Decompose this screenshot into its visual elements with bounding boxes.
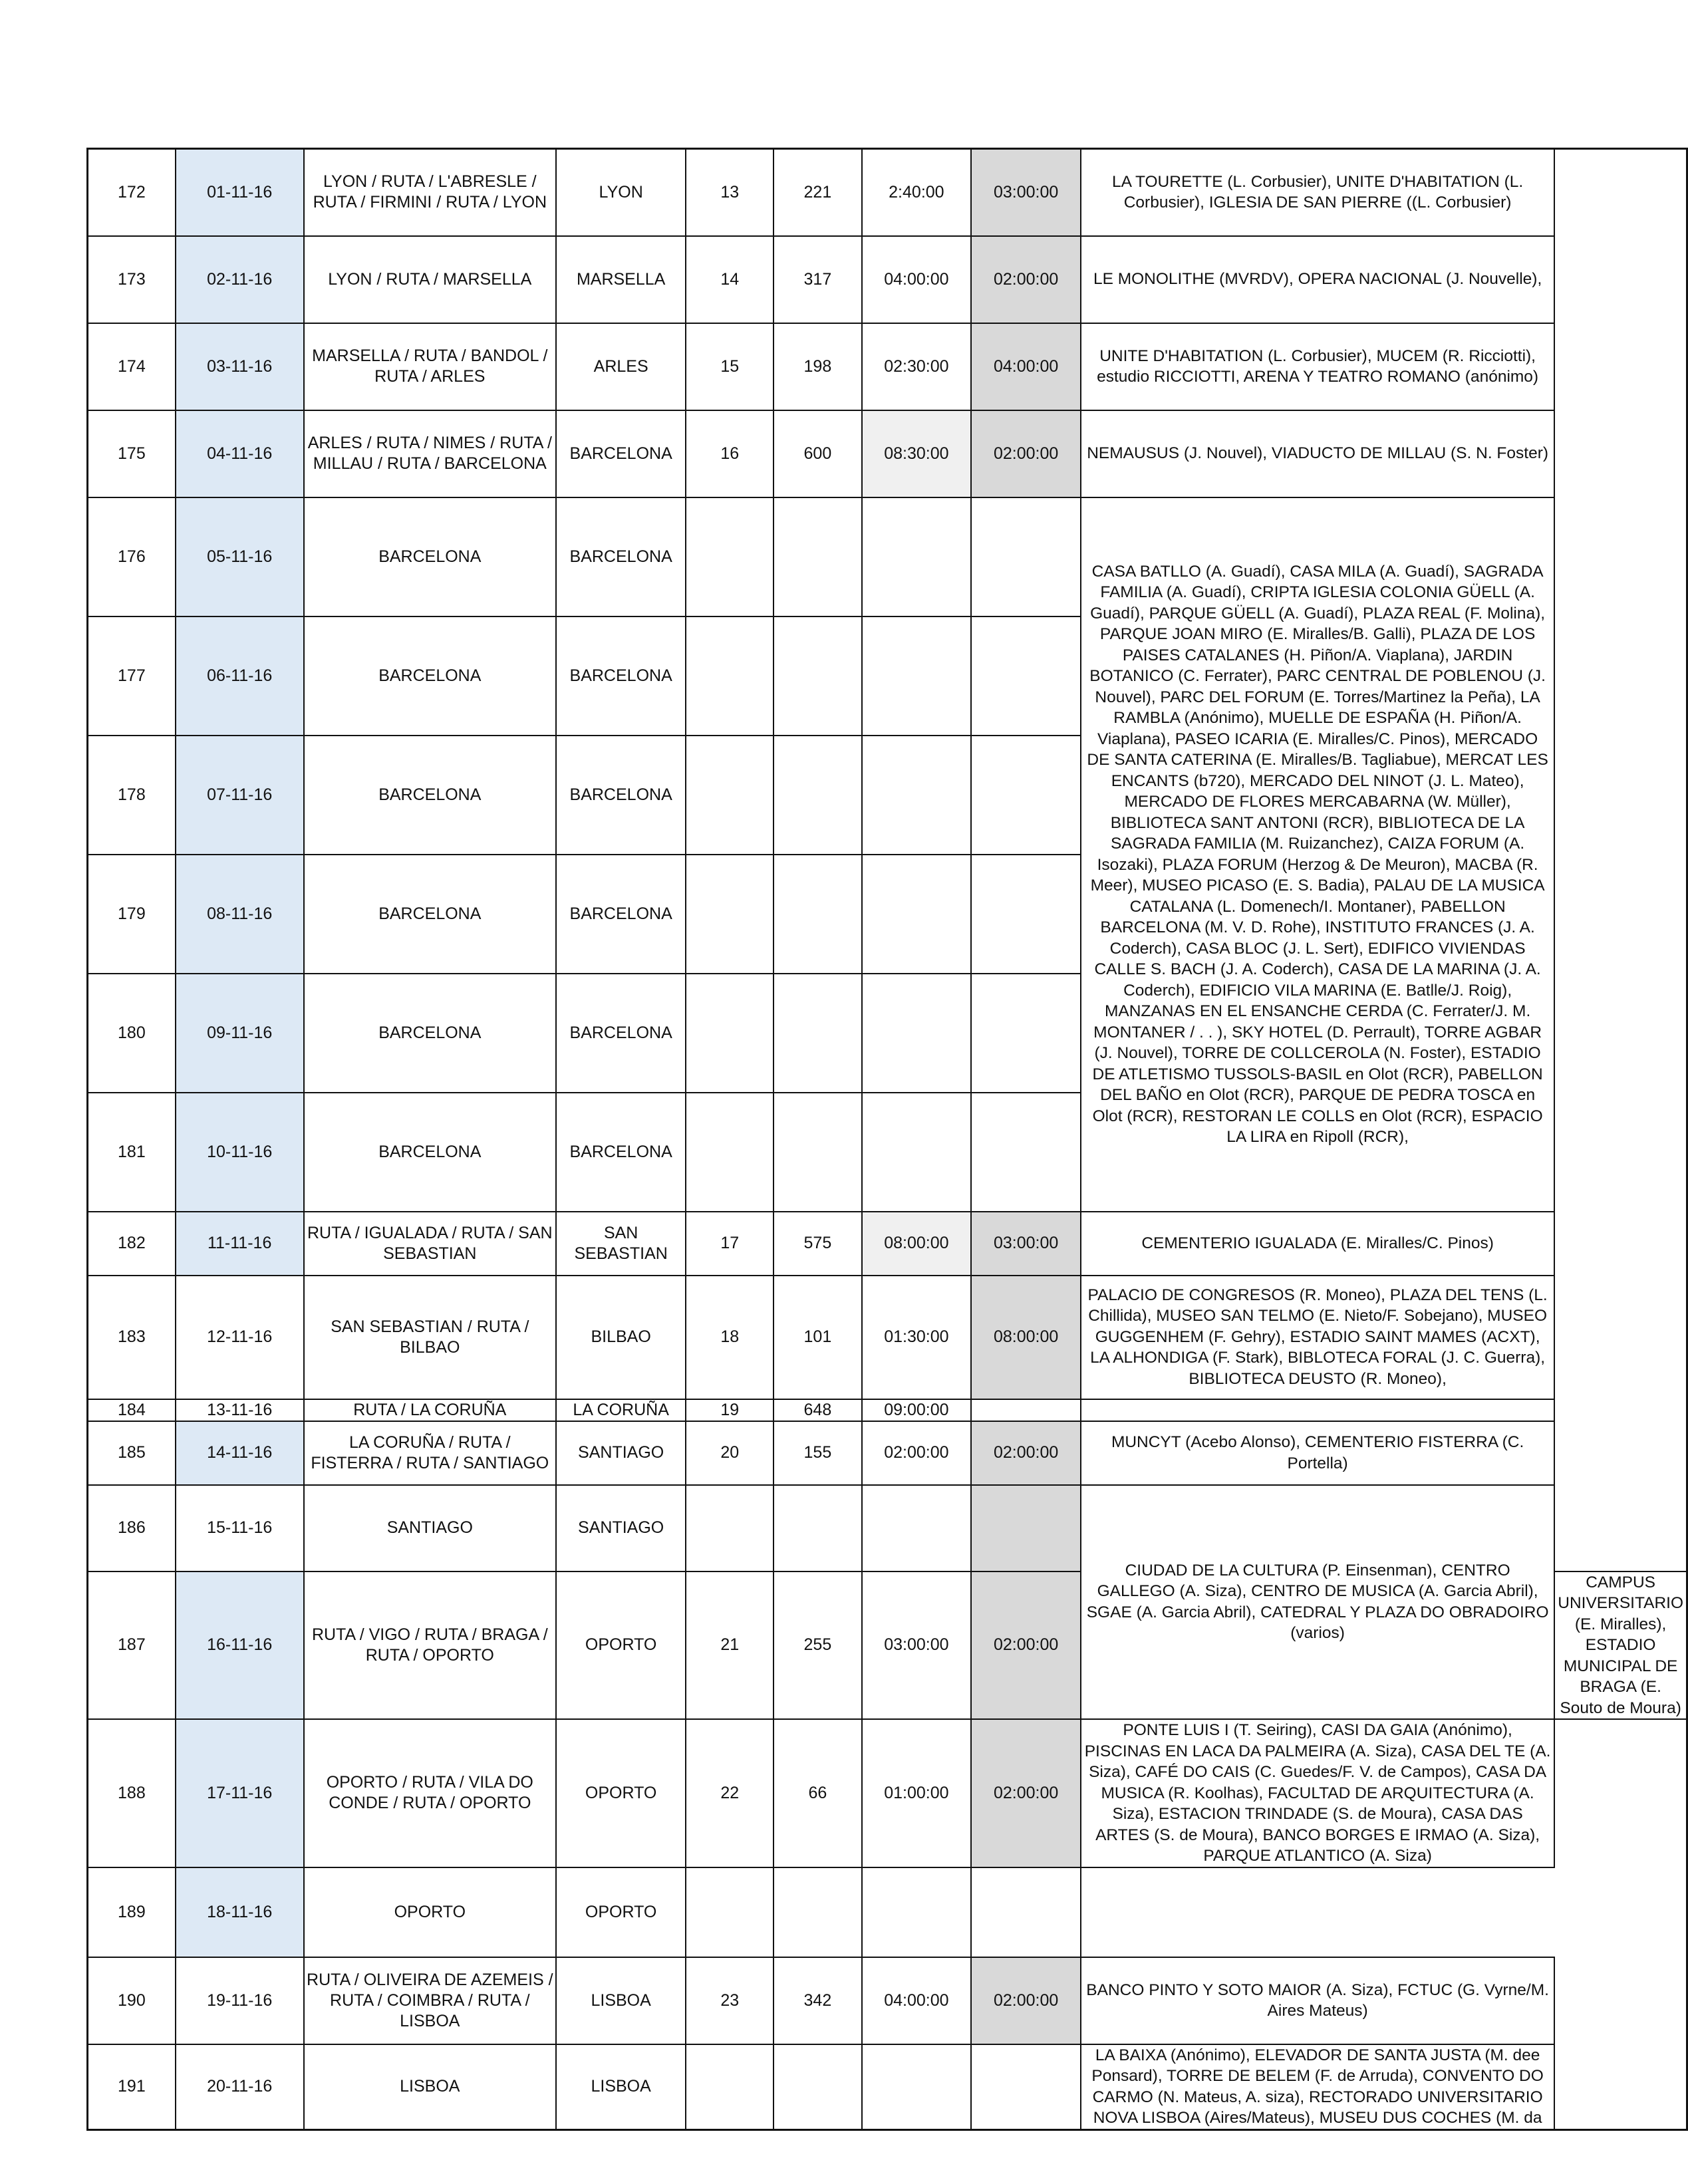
row-number: 184 (88, 1399, 176, 1421)
row-day-number: 14 (686, 236, 774, 323)
row-number: 180 (88, 974, 176, 1093)
row-km: 198 (774, 323, 861, 410)
table-row (88, 497, 1687, 616)
row-destination: BARCELONA (556, 1093, 686, 1212)
row-destination: MARSELLA (556, 236, 686, 323)
row-date: 05-11-16 (176, 497, 304, 616)
row-drive-time: 09:00:00 (862, 1399, 972, 1421)
table-row (88, 1421, 1687, 1485)
row-notes: LE MONOLITHE (MVRDV), OPERA NACIONAL (J. Nouvelle), (1081, 236, 1554, 323)
row-km (774, 736, 861, 855)
row-km (774, 497, 861, 616)
row-date: 09-11-16 (176, 974, 304, 1093)
row-notes: CIUDAD DE LA CULTURA (P. Einsenman), CENTRO GALLEGO (A. Siza), CENTRO DE MUSICA (A. Garcia Abril), SGAE (A. Garcia Abril), CATEDRAL Y PLAZA DO OBRADOIRO (varios) (1081, 1485, 1554, 1720)
row-km (774, 1867, 861, 1957)
row-destination: SANTIAGO (556, 1421, 686, 1485)
row-date: 10-11-16 (176, 1093, 304, 1212)
row-drive-time (862, 497, 972, 616)
row-drive-time: 2:40:00 (862, 149, 972, 236)
row-stay-time (971, 616, 1081, 736)
row-date: 16-11-16 (176, 1571, 304, 1720)
row-date: 12-11-16 (176, 1276, 304, 1399)
row-notes: CEMENTERIO IGUALADA (E. Miralles/C. Pinos) (1081, 1212, 1554, 1276)
row-stay-time (971, 855, 1081, 974)
row-drive-time: 01:30:00 (862, 1276, 972, 1399)
row-km: 66 (774, 1719, 861, 1867)
row-drive-time (862, 1485, 972, 1571)
row-date: 03-11-16 (176, 323, 304, 410)
row-drive-time (862, 974, 972, 1093)
table-row (88, 2044, 1687, 2130)
row-stay-time: 02:00:00 (971, 1571, 1081, 1720)
row-date: 15-11-16 (176, 1485, 304, 1571)
row-notes: CASA BATLLO (A. Guadí), CASA MILA (A. Guadí), SAGRADA FAMILIA (A. Guadí), CRIPTA IGLESIA COLONIA GÜELL (A. Guadí), PARQUE GÜELL (A. Guadí), PLAZA REAL (F. Molina), PARQUE JOAN MIRO (E. Miralles/B. Galli), PLAZA DE LOS PAISES CATALANES (H. Piñon/A. Viaplana), JARDIN BOTANICO (C. Ferrater), PARC CENTRAL DE POBLENOU (J. Nouvel), PARC DEL FORUM (E. Torres/Martinez la Peña), LA RAMBLA (Anónimo), MUELLE DE ESPAÑA (H. Piñon/A. Viaplana), PASEO ICARIA (E. Miralles/C. Pinos), MERCADO DE SANTA CATERINA (E. Miralles/B. Tagliabue), MERCAT LES ENCANTS (b720), MERCADO DEL NINOT (J. L. Mateo), MERCADO DE FLORES MERCABARNA (W. Müller), BIBLIOTECA SANT ANTONI (RCR), BIBLIOTECA DE LA SAGRADA FAMILIA (M. Ruizanchez), CAIZA FORUM (A. Isozaki), PLAZA FORUM (Herzog & De Meuron), MACBA (R. Meer), MUSEO PICASO (E. S. Badia), PALAU DE LA MUSICA CATALANA (L. Domenech/I. Montaner), PABELLON BARCELONA (M. V. D. Rohe), INSTITUTO FRANCES (J. A. Coderch), CASA BLOC (J. L. Sert), EDIFICO VIVIENDAS CALLE S. BACH (J. A. Coderch), CASA DE LA MARINA (J. A. Coderch), EDIFICIO VILA MARINA (E. Batlle/J. Roig), MANZANAS EN EL ENSANCHE CERDA (C. Ferrater/J. M. MONTANER / . . ), SKY HOTEL (D. Perrault), TORRE AGBAR (J. Nouvel), TORRE DE COLLCEROLA (N. Foster), ESTADIO DE ATLETISMO TUSSOLS-BASIL en Olot (RCR), PABELLON DEL BAÑO en Olot (RCR), PARQUE DE PEDRA TOSCA en Olot (RCR), RESTORAN LE COLLS en Olot (RCR), ESPACIO LA LIRA en Ripoll (RCR), (1081, 497, 1554, 1212)
row-day-number: 20 (686, 1421, 774, 1485)
table-row (88, 149, 1687, 236)
row-date: 18-11-16 (176, 1867, 304, 1957)
row-drive-time: 01:00:00 (862, 1719, 972, 1867)
table-body (88, 149, 1687, 2130)
row-destination: BARCELONA (556, 410, 686, 497)
row-date: 02-11-16 (176, 236, 304, 323)
row-number: 183 (88, 1276, 176, 1399)
row-number: 178 (88, 736, 176, 855)
row-stay-time: 08:00:00 (971, 1276, 1081, 1399)
row-number: 176 (88, 497, 176, 616)
row-route: BARCELONA (304, 736, 556, 855)
row-km (774, 974, 861, 1093)
row-date: 07-11-16 (176, 736, 304, 855)
row-km: 342 (774, 1957, 861, 2044)
row-day-number (686, 1093, 774, 1212)
row-route: RUTA / VIGO / RUTA / BRAGA / RUTA / OPORTO (304, 1571, 556, 1720)
row-km (774, 855, 861, 974)
row-route: BARCELONA (304, 497, 556, 616)
row-destination: SAN SEBASTIAN (556, 1212, 686, 1276)
table-row (88, 1719, 1687, 1867)
row-stay-time: 04:00:00 (971, 323, 1081, 410)
row-date: 14-11-16 (176, 1421, 304, 1485)
table-row (88, 236, 1687, 323)
row-day-number (686, 497, 774, 616)
row-notes: PONTE LUIS I (T. Seiring), CASI DA GAIA (Anónimo), PISCINAS EN LACA DA PALMEIRA (A. Siza), CASA DEL TE (A. Siza), CAFÉ DO CAIS (C. Guedes/F. V. de Campos), CASA DA MUSICA (R. Koolhas), FACULTAD DE ARQUITECTURA (A. Siza), ESTACION TRINDADE (S. de Moura), CASA DAS ARTES (S. de Moura), BANCO BORGES E IRMAO (A. Siza), PARQUE ATLANTICO (A. Siza) (1081, 1719, 1554, 1867)
row-drive-time (862, 1867, 972, 1957)
row-route: MARSELLA / RUTA / BANDOL / RUTA / ARLES (304, 323, 556, 410)
row-destination: BILBAO (556, 1276, 686, 1399)
row-route: LISBOA (304, 2044, 556, 2130)
row-destination: ARLES (556, 323, 686, 410)
row-destination: SANTIAGO (556, 1485, 686, 1571)
table-row (88, 1276, 1687, 1399)
row-day-number (686, 616, 774, 736)
row-day-number: 13 (686, 149, 774, 236)
row-number: 172 (88, 149, 176, 236)
row-notes: LA TOURETTE (L. Corbusier), UNITE D'HABITATION (L. Corbusier), IGLESIA DE SAN PIERRE ((L. Corbusier) (1081, 149, 1554, 236)
row-route: SAN SEBASTIAN / RUTA / BILBAO (304, 1276, 556, 1399)
row-day-number (686, 855, 774, 974)
row-route: LA CORUÑA / RUTA / FISTERRA / RUTA / SANTIAGO (304, 1421, 556, 1485)
table-row (88, 410, 1687, 497)
row-stay-time (971, 2044, 1081, 2130)
row-date: 17-11-16 (176, 1719, 304, 1867)
row-route: RUTA / IGUALADA / RUTA / SAN SEBASTIAN (304, 1212, 556, 1276)
itinerary-table (86, 148, 1688, 2131)
row-route: LYON / RUTA / L'ABRESLE / RUTA / FIRMINI / RUTA / LYON (304, 149, 556, 236)
row-destination: LISBOA (556, 1957, 686, 2044)
row-date: 13-11-16 (176, 1399, 304, 1421)
row-stay-time: 02:00:00 (971, 1957, 1081, 2044)
row-stay-time: 03:00:00 (971, 149, 1081, 236)
row-number: 189 (88, 1867, 176, 1957)
row-km: 255 (774, 1571, 861, 1720)
row-km: 317 (774, 236, 861, 323)
row-day-number: 17 (686, 1212, 774, 1276)
row-km (774, 1093, 861, 1212)
row-number: 175 (88, 410, 176, 497)
row-drive-time: 04:00:00 (862, 1957, 972, 2044)
row-day-number: 16 (686, 410, 774, 497)
row-number: 174 (88, 323, 176, 410)
row-stay-time (971, 1399, 1081, 1421)
row-drive-time: 02:00:00 (862, 1421, 972, 1485)
row-number: 185 (88, 1421, 176, 1485)
row-number: 191 (88, 2044, 176, 2130)
row-destination: BARCELONA (556, 974, 686, 1093)
row-number: 190 (88, 1957, 176, 2044)
row-stay-time (971, 497, 1081, 616)
table-row (88, 1485, 1687, 1571)
row-destination: OPORTO (556, 1571, 686, 1720)
row-route: BARCELONA (304, 855, 556, 974)
table-row (88, 323, 1687, 410)
row-route: BARCELONA (304, 1093, 556, 1212)
row-number: 188 (88, 1719, 176, 1867)
row-destination: BARCELONA (556, 855, 686, 974)
row-stay-time (971, 1485, 1081, 1571)
table-row (88, 1399, 1687, 1421)
row-day-number (686, 974, 774, 1093)
row-drive-time: 02:30:00 (862, 323, 972, 410)
row-destination: OPORTO (556, 1719, 686, 1867)
row-day-number (686, 1485, 774, 1571)
row-destination: LA CORUÑA (556, 1399, 686, 1421)
row-date: 11-11-16 (176, 1212, 304, 1276)
row-km (774, 2044, 861, 2130)
row-date: 19-11-16 (176, 1957, 304, 2044)
row-stay-time: 02:00:00 (971, 410, 1081, 497)
row-route: LYON / RUTA / MARSELLA (304, 236, 556, 323)
row-drive-time: 08:00:00 (862, 1212, 972, 1276)
row-notes: PALACIO DE CONGRESOS (R. Moneo), PLAZA DEL TENS (L. Chillida), MUSEO SAN TELMO (E. Nieto/F. Sobejano), MUSEO GUGGENHEM (F. Gehry), ESTADIO SAINT MAMES (ACXT), LA ALHONDIGA (F. Stark), BIBLOTECA FORAL (J. C. Guerra), BIBLIOTECA DEUSTO (R. Moneo), (1081, 1276, 1554, 1399)
row-destination: LISBOA (556, 2044, 686, 2130)
row-destination: OPORTO (556, 1867, 686, 1957)
row-date: 04-11-16 (176, 410, 304, 497)
row-km: 101 (774, 1276, 861, 1399)
row-notes: LA BAIXA (Anónimo), ELEVADOR DE SANTA JUSTA (M. dee Ponsard), TORRE DE BELEM (F. de Arruda), CONVENTO DO CARMO (N. Mateus, A. siza), RECTORADO UNIVERSITARIO NOVA LISBOA (Aires/Mateus), MUSEU DUS COCHES (M. da (1081, 2044, 1554, 2130)
row-route: SANTIAGO (304, 1485, 556, 1571)
row-date: 01-11-16 (176, 149, 304, 236)
row-destination: BARCELONA (556, 497, 686, 616)
row-drive-time (862, 2044, 972, 2130)
row-notes: UNITE D'HABITATION (L. Corbusier), MUCEM (R. Ricciotti), estudio RICCIOTTI, ARENA Y TEATRO ROMANO (anónimo) (1081, 323, 1554, 410)
row-date: 08-11-16 (176, 855, 304, 974)
row-route: OPORTO / RUTA / VILA DO CONDE / RUTA / OPORTO (304, 1719, 556, 1867)
row-drive-time (862, 736, 972, 855)
row-destination: BARCELONA (556, 736, 686, 855)
row-km: 648 (774, 1399, 861, 1421)
row-km: 600 (774, 410, 861, 497)
row-drive-time (862, 1093, 972, 1212)
row-number: 187 (88, 1571, 176, 1720)
row-number: 173 (88, 236, 176, 323)
row-day-number: 22 (686, 1719, 774, 1867)
row-stay-time (971, 736, 1081, 855)
row-day-number (686, 1867, 774, 1957)
row-notes: CAMPUS UNIVERSITARIO (E. Miralles), ESTADIO MUNICIPAL DE BRAGA (E. Souto de Moura) (1554, 1571, 1687, 1720)
row-km: 221 (774, 149, 861, 236)
row-day-number: 19 (686, 1399, 774, 1421)
row-day-number: 21 (686, 1571, 774, 1720)
row-day-number: 18 (686, 1276, 774, 1399)
row-notes: MUNCYT (Acebo Alonso), CEMENTERIO FISTERRA (C. Portella) (1081, 1421, 1554, 1485)
row-drive-time: 08:30:00 (862, 410, 972, 497)
row-destination: LYON (556, 149, 686, 236)
row-notes: NEMAUSUS (J. Nouvel), VIADUCTO DE MILLAU (S. N. Foster) (1081, 410, 1554, 497)
row-day-number: 23 (686, 1957, 774, 2044)
table-row (88, 1867, 1687, 1957)
row-route: BARCELONA (304, 616, 556, 736)
row-number: 179 (88, 855, 176, 974)
row-km (774, 1485, 861, 1571)
row-day-number (686, 2044, 774, 2130)
row-stay-time (971, 974, 1081, 1093)
row-stay-time: 02:00:00 (971, 236, 1081, 323)
row-stay-time: 02:00:00 (971, 1421, 1081, 1485)
row-notes (1081, 1399, 1554, 1421)
row-number: 182 (88, 1212, 176, 1276)
row-number: 181 (88, 1093, 176, 1212)
row-km: 575 (774, 1212, 861, 1276)
row-drive-time: 03:00:00 (862, 1571, 972, 1720)
row-route: ARLES / RUTA / NIMES / RUTA / MILLAU / RUTA / BARCELONA (304, 410, 556, 497)
table-row (88, 1957, 1687, 2044)
row-date: 20-11-16 (176, 2044, 304, 2130)
row-date: 06-11-16 (176, 616, 304, 736)
row-destination: BARCELONA (556, 616, 686, 736)
row-drive-time (862, 616, 972, 736)
row-stay-time: 02:00:00 (971, 1719, 1081, 1867)
row-notes: BANCO PINTO Y SOTO MAIOR (A. Siza), FCTUC (G. Vyrne/M. Aires Mateus) (1081, 1957, 1554, 2044)
row-day-number (686, 736, 774, 855)
table-row (88, 1212, 1687, 1276)
row-route: RUTA / OLIVEIRA DE AZEMEIS / RUTA / COIMBRA / RUTA / LISBOA (304, 1957, 556, 2044)
row-stay-time (971, 1867, 1081, 1957)
row-stay-time (971, 1093, 1081, 1212)
row-km (774, 616, 861, 736)
row-km: 155 (774, 1421, 861, 1485)
row-route: RUTA / LA CORUÑA (304, 1399, 556, 1421)
row-route: BARCELONA (304, 974, 556, 1093)
row-drive-time: 04:00:00 (862, 236, 972, 323)
row-stay-time: 03:00:00 (971, 1212, 1081, 1276)
row-route: OPORTO (304, 1867, 556, 1957)
row-drive-time (862, 855, 972, 974)
row-day-number: 15 (686, 323, 774, 410)
row-number: 177 (88, 616, 176, 736)
row-number: 186 (88, 1485, 176, 1571)
